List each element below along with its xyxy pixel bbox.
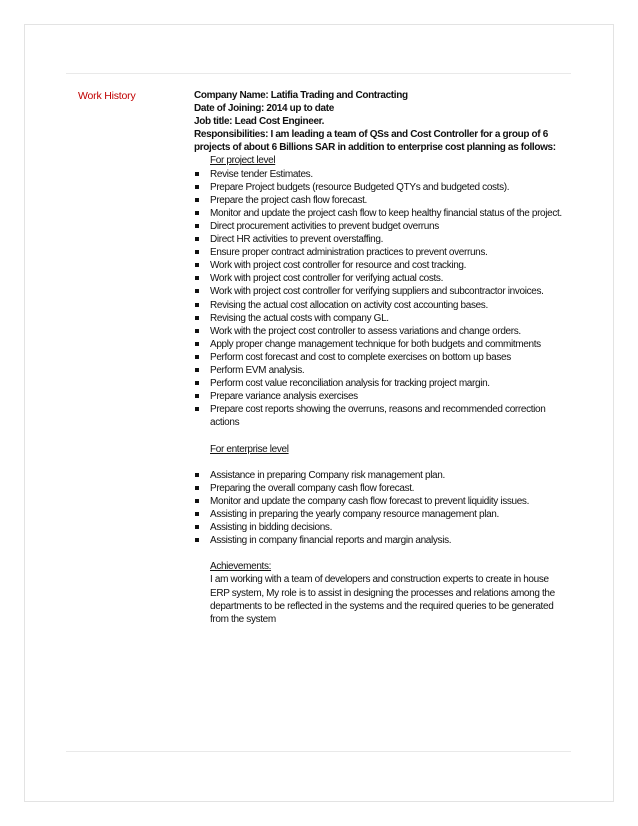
list-item: Perform cost value reconciliation analysis for tracking project margin.	[194, 377, 566, 390]
spacer	[194, 547, 566, 560]
list-item: Apply proper change management technique for both budgets and commitments	[194, 338, 566, 351]
spacer	[194, 429, 566, 442]
list-item: Work with project cost controller for resource and cost tracking.	[194, 259, 566, 272]
responsibilities-intro: Responsibilities: I am leading a team of QSs and Cost Controller for a group of 6 projects of about 6 Billions SAR in addition to enterprise cost planning as follows:	[194, 129, 556, 154]
bottom-divider	[66, 751, 571, 752]
list-item: Direct procurement activities to prevent budget overruns	[194, 220, 566, 233]
spacer	[194, 456, 566, 469]
list-item: Prepare the project cash flow forecast.	[194, 194, 566, 207]
list-item: Ensure proper contract administration practices to prevent overruns.	[194, 246, 566, 259]
list-item: Assisting in company financial reports and margin analysis.	[194, 534, 566, 547]
top-divider	[66, 73, 571, 74]
project-level-heading: For project level	[210, 155, 276, 167]
list-item: Work with project cost controller for verifying suppliers and subcontractor invoices.	[194, 285, 566, 298]
list-item: Revise tender Estimates.	[194, 168, 566, 181]
list-item: Prepare cost reports showing the overruns, reasons and recommended correction actions	[194, 403, 566, 429]
list-item: Preparing the overall company cash flow forecast.	[194, 482, 566, 495]
project-level-list	[194, 168, 566, 430]
achievements-heading: Achievements:	[210, 561, 272, 573]
job-title: Job title: Lead Cost Engineer.	[194, 116, 325, 128]
list-item: Monitor and update the project cash flow to keep healthy financial status of the project.	[194, 207, 566, 220]
achievements-block	[210, 560, 566, 625]
list-item: Prepare variance analysis exercises	[194, 390, 566, 403]
date-of-joining: Date of Joining: 2014 up to date	[194, 103, 334, 115]
list-item: Assistance in preparing Company risk management plan.	[194, 469, 566, 482]
list-item: Monitor and update the company cash flow forecast to prevent liquidity issues.	[194, 495, 566, 508]
list-item: Prepare Project budgets (resource Budgeted QTYs and budgeted costs).	[194, 181, 566, 194]
list-item: Work with the project cost controller to assess variations and change orders.	[194, 325, 566, 338]
achievements-text: I am working with a team of developers and construction experts to create in house ERP system, My role is to assist in designing the processes and relations among the departments to be reflected in the systems and the required queries to be generated from the system	[210, 574, 555, 625]
work-history-content	[194, 89, 566, 626]
enterprise-level-heading: For enterprise level	[210, 443, 289, 455]
list-item: Revising the actual costs with company GL.	[194, 312, 566, 325]
enterprise-level-list	[194, 469, 566, 548]
list-item: Work with project cost controller for verifying actual costs.	[194, 272, 566, 285]
list-item: Perform cost forecast and cost to complete exercises on bottom up bases	[194, 351, 566, 364]
list-item: Assisting in preparing the yearly company resource management plan.	[194, 508, 566, 521]
section-label-work-history: Work History	[78, 90, 136, 102]
list-item: Perform EVM analysis.	[194, 364, 566, 377]
list-item: Assisting in bidding decisions.	[194, 521, 566, 534]
company-name: Company Name: Latifia Trading and Contracting	[194, 90, 408, 101]
list-item: Direct HR activities to prevent overstaffing.	[194, 233, 566, 246]
list-item: Revising the actual cost allocation on activity cost accounting bases.	[194, 299, 566, 312]
